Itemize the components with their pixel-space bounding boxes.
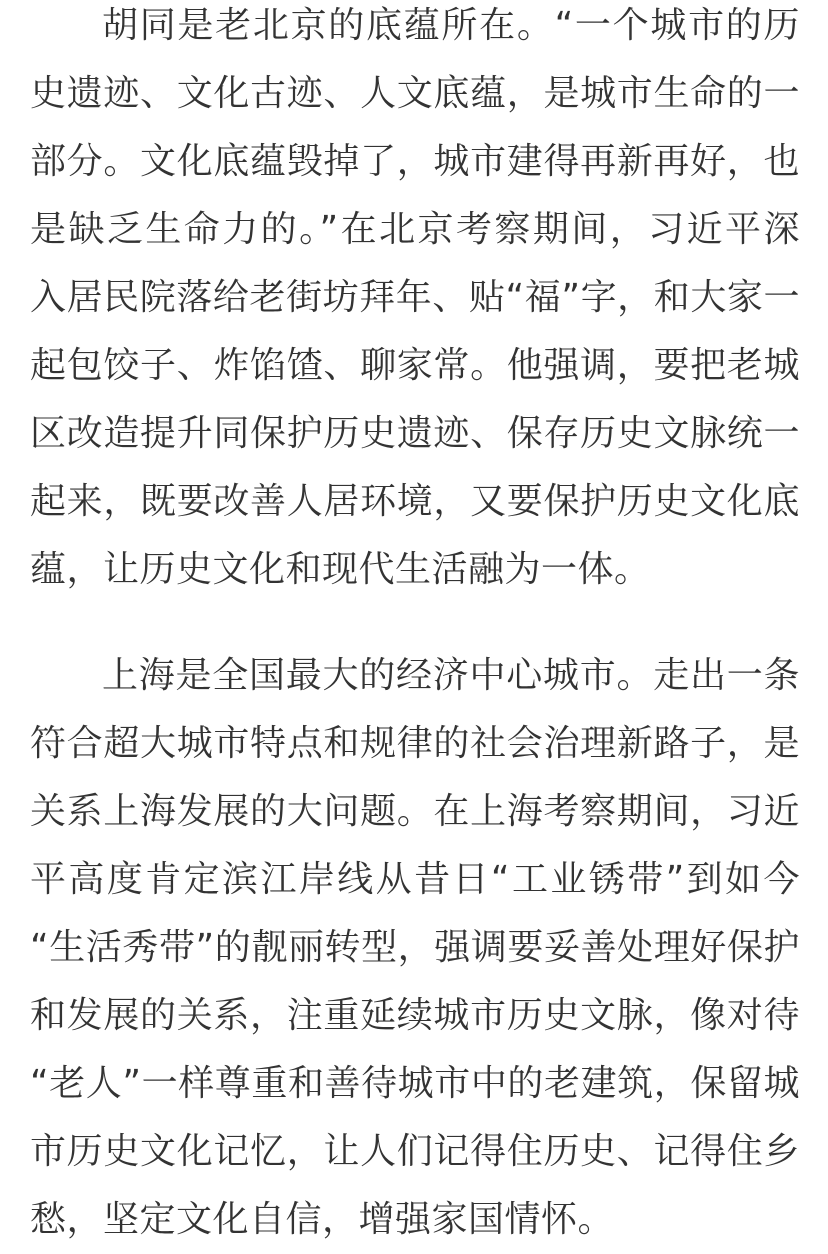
paragraph-spacer bbox=[30, 604, 800, 642]
text-line: 愁，坚定文化自信，增强家国情怀。 bbox=[30, 1199, 615, 1240]
text-line: 符合超大城市特点和规律的社会治理新路子，是 bbox=[30, 723, 800, 764]
text-line: 关系上海发展的大问题。在上海考察期间，习近 bbox=[30, 791, 800, 832]
text-line: “老人”一样尊重和善待城市中的老建筑，保留城 bbox=[30, 1063, 800, 1104]
text-line: 市历史文化记忆，让人们记得住历史、记得住乡 bbox=[30, 1131, 800, 1172]
paragraph-shanghai bbox=[30, 642, 800, 1254]
text-line: 入居民院落给老街坊拜年、贴“福”字，和大家一 bbox=[30, 277, 800, 318]
text-line: 和发展的关系，注重延续城市历史文脉，像对待 bbox=[30, 995, 800, 1036]
text-line: 胡同是老北京的底蕴所在。“一个城市的历 bbox=[102, 5, 800, 46]
text-line: 上海是全国最大的经济中心城市。走出一条 bbox=[102, 655, 800, 696]
text-line: 蕴，让历史文化和现代生活融为一体。 bbox=[30, 549, 651, 590]
text-line: 史遗迹、文化古迹、人文底蕴，是城市生命的一 bbox=[30, 73, 800, 114]
text-line: 区改造提升同保护历史遗迹、保存历史文脉统一 bbox=[30, 413, 800, 454]
paragraph-hutong-beijing bbox=[30, 0, 800, 604]
text-line: 平高度肯定滨江岸线从昔日“工业锈带”到如今 bbox=[30, 859, 800, 900]
text-line: “生活秀带”的靓丽转型，强调要妥善处理好保护 bbox=[30, 927, 800, 968]
text-line: 起来，既要改善人居环境，又要保护历史文化底 bbox=[30, 481, 800, 522]
text-line: 是缺乏生命力的。”在北京考察期间，习近平深 bbox=[30, 209, 800, 250]
text-line: 起包饺子、炸馅馇、聊家常。他强调，要把老城 bbox=[30, 345, 800, 386]
text-line: 部分。文化底蕴毁掉了，城市建得再新再好，也 bbox=[30, 141, 800, 182]
article-body bbox=[30, 0, 800, 1254]
